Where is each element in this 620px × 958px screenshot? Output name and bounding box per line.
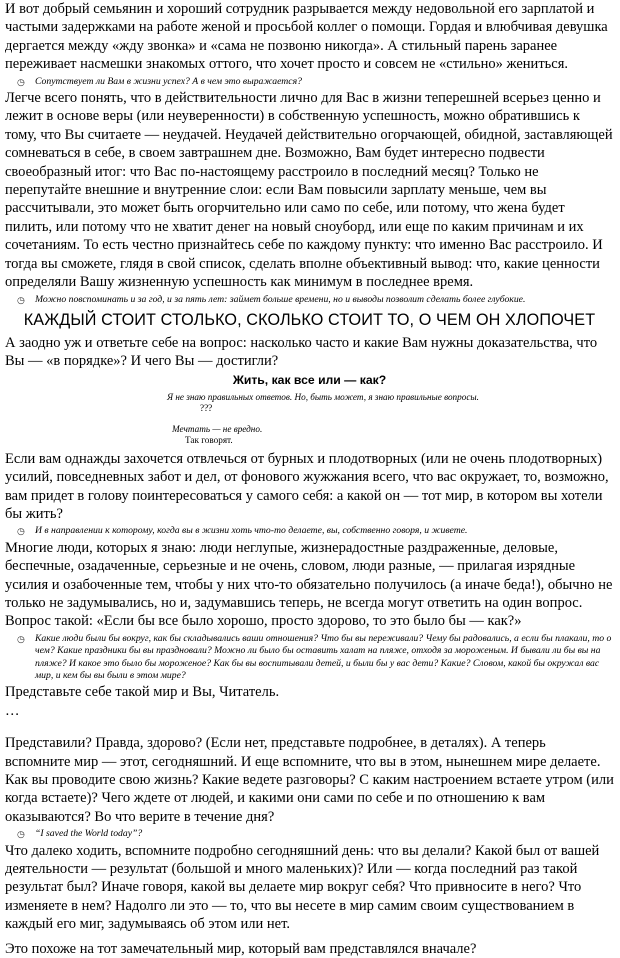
footnote: ◷ Можно повспоминать и за год, и за пять лет: займет больше времени, но и выводы позволит сделать более глубокие. [17, 293, 526, 305]
clock-icon: ◷ [17, 829, 25, 840]
footnote: ◷ Какие люди были бы вокруг, как бы складывались ваши отношения? Что бы вы переживали? Чему бы радовались, а если бы плакали, то о чем? Какие праздники бы вы праздновали? Можно ли было бы оставить халат на пляже, отходя за мороженым. И бывали ли бы вы на пляже? И какое это было бы мороженое? Как бы вы воспитывали детей, и были бы у вас дети? Какие? Словом, какой бы окружал вас мир, и кем бы вы были в этом мире? [17, 632, 612, 681]
epigraph-line: Так говорят. [185, 435, 233, 446]
footnote: ◷ И в направлении к которому, когда вы в жизни хоть что-то делаете, вы, собственно говоря, и живете. [17, 525, 468, 537]
section-heading: КАЖДЫЙ СТОИТ СТОЛЬКО, СКОЛЬКО СТОИТ ТО, О ЧЕМ ОН ХЛОПОЧЕТ [23, 310, 596, 329]
paragraph: Представьте себе такой мир и Вы, Читатель. [5, 684, 280, 701]
epigraph-line: Я не знаю правильных ответов. Но, быть может, я знаю правильные вопросы. [167, 391, 479, 402]
spacer [5, 720, 614, 734]
paragraph: Многие люди, которых я знаю: люди неглупые, жизнерадостные раздраженные, деловые, беспечные, озадаченные, серьезные и не очень, словом, люди разные, — прилагая изрядные усилия и озабоченные тем, чтобы у них что-то обязательно получилось (а иначе беда!), обычно не только не задумывались, но и, задумавшись теперь, не всегда могут ответить на один вопрос. Вопрос такой: «Если бы все было хорошо, просто здорово, то это было бы — как?» [5, 539, 613, 630]
paragraph: И вот добрый семьянин и хороший сотрудник разрывается между недовольной его зарплатой и частыми задержками на работе женой и просьбой коллег о помощи. Гордая и влюбчивая девушка дергается между «жду звонка» и «сама не позвоню никогда». А стильный парень заранее переживает насмешки знакомых оттого, что хочет просто и совсем не «стильно» жениться. [5, 1, 608, 73]
paragraph: … [5, 702, 20, 719]
clock-icon: ◷ [17, 526, 25, 537]
subsection-heading: Жить, как все или — как? [232, 372, 387, 387]
paragraph: Это похоже на тот замечательный мир, который вам представлялся вначале? [5, 940, 477, 957]
clock-icon: ◷ [17, 294, 25, 305]
footnote: ◷ “I saved the World today”? [17, 828, 143, 840]
epigraph-line: ??? [200, 403, 213, 414]
paragraph: А заодно уж и ответьте себе на вопрос: насколько часто и какие Вам нужны доказательства, что Вы — «в порядке»? И чего Вы — достигли? [5, 334, 598, 370]
paragraph: Что далеко ходить, вспомните подробно сегодняшний день: что вы делали? Какой был от вашей деятельности — результат (большой и много маленьких)? Или — когда последний раз такой результат был? Иначе говоря, какой вы делаете мир вокруг себя? Что привносите в него? Что изменяете в нем? Надолго ли это — то, что вы несете в мир самим своим существованием в каждый его миг, задумываясь об этом или нет. [5, 842, 600, 933]
paragraph: Представили? Правда, здорово? (Если нет, представьте подробнее, в деталях). А теперь вспомните мир — этот, сегодняшний. И еще вспомните, что вы в этом, нынешнем мире делаете. Как вы проводите свою жизнь? Какие ведете разговоры? С каким настроением встаете утром (или когда встаете)? Чего ждете от людей, и какими они сами по себе и по отношению к вам оказываются? Во что верите в течение дня? [5, 735, 614, 825]
paragraph: Если вам однажды захочется отвлечься от бурных и плодотворных (или не очень плодотворных) усилий, повседневных забот и дел, от фонового жужжания всего, что вас окружает, то, возможно, вам придет в голову поинтересоваться у самого себя: а какой он — тот мир, в котором вы хотели бы жить? [5, 450, 609, 522]
epigraph-line: Мечтать — не вредно. [172, 423, 263, 434]
clock-icon: ◷ [17, 633, 25, 644]
footnote: ◷ Сопутствует ли Вам в жизни успех? А в чем это выражается? [17, 75, 302, 87]
clock-icon: ◷ [17, 76, 25, 87]
paragraph: Легче всего понять, что в действительности лично для Вас в жизни теперешней всерьез ценно и лежит в основе веры (или неуверенности) в собственную успешность, можно обратившись к тому, что Вы считаете — неудачей. Неудачей действительно огорчающей, обидной, заставляющей сомневаться в себе, в своем завтрашнем дне. Возможно, Вам будет интересно подвести своеобразный итог: что Вас по-настоящему расстроило в последний месяц? Только не перепутайте внешние и внутренние слои: если Вам повысили зарплату меньше, чем вы рассчитывали, это может быть огорчительно или само по себе, или потому, что жена будет пилить, или потому что не хватит денег на новый сноуборд, или еще по каким причинам и их сочетаниям. То есть честно признайтесь себе по каждому пункту: что именно Вас расстроило. И тогда вы сможете, глядя в свой список, сделать вполне объективный вывод: что, какие ценности определяли Вашу жизненную успешность как минимум в последнее время. [5, 90, 613, 291]
